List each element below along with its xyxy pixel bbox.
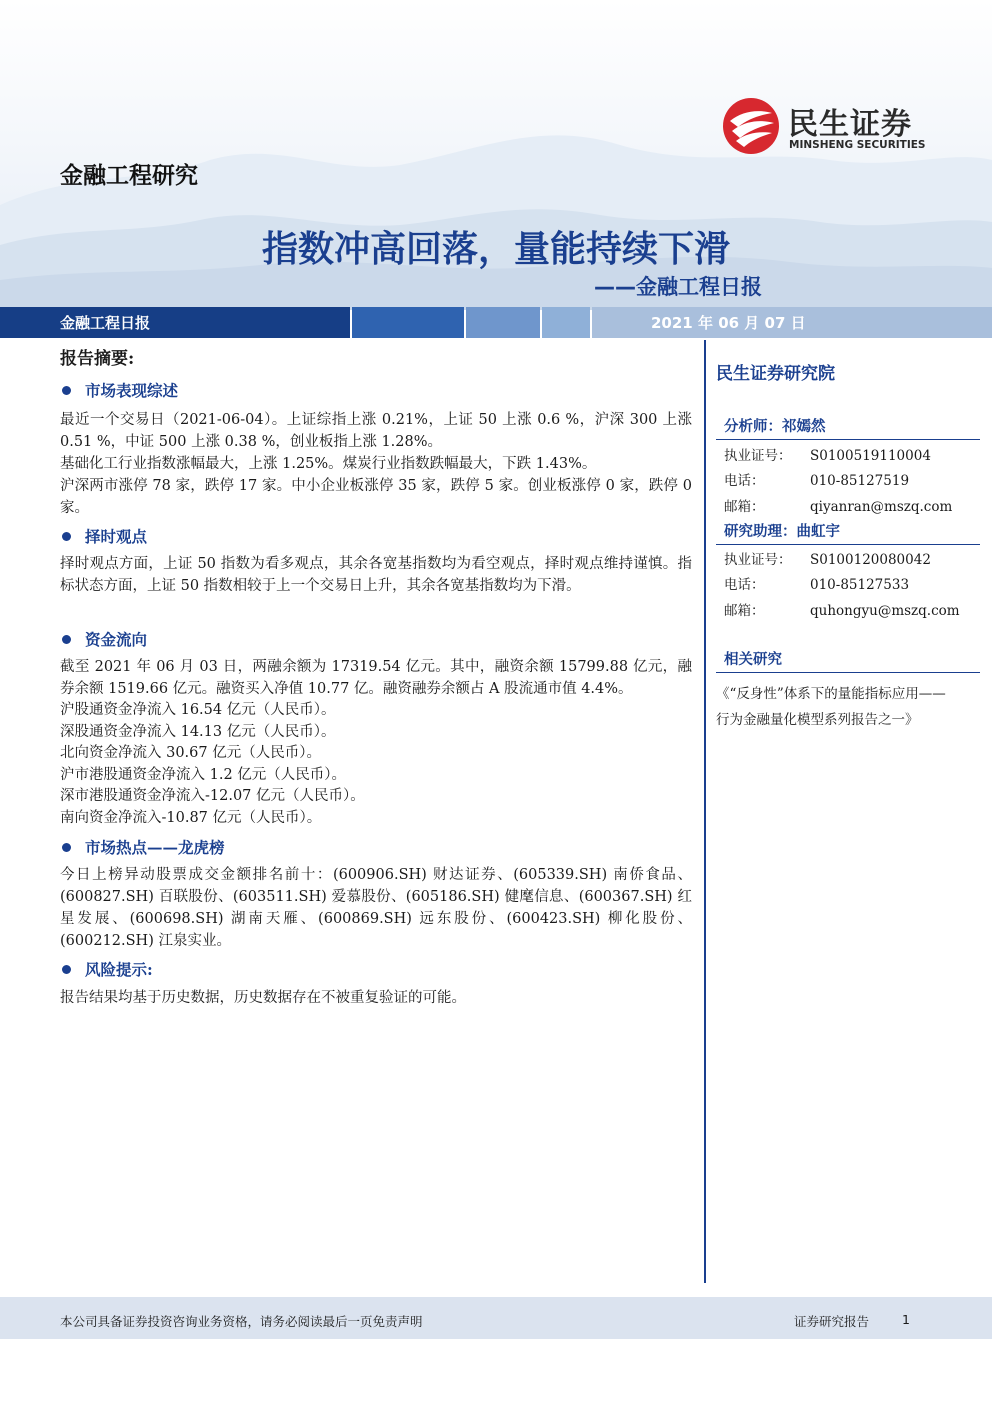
report-date: 2021 年 06 月 07 日 (651, 314, 806, 332)
bullet-icon (62, 635, 71, 644)
section-market (60, 379, 692, 519)
section-heading: 市场热点——龙虎榜 (85, 838, 225, 857)
section-heading: 资金流向 (85, 630, 148, 649)
assistant-row (724, 599, 960, 619)
brand-logo (722, 97, 952, 157)
summary-heading: 报告摘要: (60, 349, 135, 369)
bullet-icon (62, 386, 71, 395)
analyst-row (724, 444, 931, 464)
row-value: S0100519110004 (810, 448, 931, 464)
market-paragraph-1: 最近一个交易日（2021-06-04）。上证综指上涨 0.21%，上证 50 上涨 0.6 %，沪深 300 上涨 0.51 %，中证 500 上涨 0.38 %，创业板指上涨 1.28%。 (60, 412, 692, 450)
flow-paragraph: 截至 2021 年 06 月 03 日，两融余额为 17319.54 亿元。其中，融资余额 15799.88 亿元，融券余额 1519.66 亿元。融资买入净值 10.77 亿。融资融券余额占 A 股流通市值 4.4%。 (60, 659, 692, 697)
market-paragraph-3: 沪深两市涨停 78 家，跌停 17 家。中小企业板涨停 35 家，跌停 5 家。创业板涨停 0 家，跌停 0 家。 (60, 478, 692, 516)
section-heading: 风险提示: (85, 960, 153, 979)
assistant-row (724, 548, 931, 568)
row-value: 010-85127533 (810, 577, 910, 593)
flow-line: 沪市港股通资金净流入 1.2 亿元（人民币）。 (60, 766, 347, 783)
analyst-heading: 分析师：祁嫣然 (716, 415, 980, 440)
report-category: 金融工程研究 (60, 163, 198, 189)
row-key: 电话： (724, 473, 765, 489)
footer-disclaimer: 本公司具备证券投资咨询业务资格，请务必阅读最后一页免责声明 (60, 1314, 423, 1329)
row-key: 电话： (724, 577, 765, 593)
section-heading: 择时观点 (85, 527, 148, 546)
report-subtitle: ——金融工程日报 (594, 275, 762, 299)
assistant-heading: 研究助理：曲虹宇 (716, 520, 980, 545)
flow-line: 南向资金净流入-10.87 亿元（人民币）。 (60, 809, 322, 826)
row-key: 邮箱： (724, 499, 765, 515)
flow-line: 深市港股通资金净流入-12.07 亿元（人民币）。 (60, 788, 365, 804)
related-research-line-1[interactable]: 《“反身性”体系下的量能指标应用—— (716, 686, 946, 702)
related-research-line-2[interactable]: 行为金融量化模型系列报告之一》 (716, 712, 919, 728)
row-value: 010-85127519 (810, 473, 910, 489)
logo-english-name: MINSHENG SECURITIES (789, 139, 926, 151)
report-title: 指数冲高回落，量能持续下滑 (261, 229, 730, 270)
row-value: S0100120080042 (810, 552, 931, 568)
flow-line: 北向资金净流入 30.67 亿元（人民币）。 (60, 745, 321, 761)
institute-name: 民生证券研究院 (716, 364, 835, 384)
row-key: 邮箱： (724, 603, 765, 619)
bullet-icon (62, 843, 71, 852)
bullet-icon (62, 532, 71, 541)
page-number: 1 (902, 1312, 910, 1327)
bullet-icon (62, 965, 71, 974)
flow-line: 深股通资金净流入 14.13 亿元（人民币）。 (60, 723, 336, 740)
section-timing (60, 525, 692, 597)
section-heading: 市场表现综述 (85, 381, 179, 400)
row-key: 执业证号： (724, 448, 792, 464)
section-flow (60, 628, 692, 829)
timing-paragraph: 择时观点方面，上证 50 指数为看多观点，其余各宽基指数均为看空观点，择时观点维持谨慎。指标状态方面，上证 50 指数相较于上一个交易日上升，其余各宽基指数均为下滑。 (60, 556, 692, 594)
section-hot (60, 836, 692, 952)
market-paragraph-2: 基础化工行业指数涨幅最大，上涨 1.25%。煤炭行业指数跌幅最大，下跌 1.43%。 (60, 456, 597, 472)
related-research-heading: 相关研究 (716, 648, 980, 673)
section-risk (60, 958, 692, 1009)
row-value[interactable]: quhongyu@mszq.com (810, 603, 960, 619)
risk-paragraph: 报告结果均基于历史数据，历史数据存在不被重复验证的可能。 (60, 990, 466, 1006)
row-value[interactable]: qiyanran@mszq.com (810, 499, 953, 515)
logo-chinese-name: 民生证券 (788, 107, 912, 142)
flow-line: 沪股通资金净流入 16.54 亿元（人民币）。 (60, 702, 336, 718)
row-key: 执业证号： (724, 552, 792, 568)
column-divider (704, 340, 706, 1283)
analyst-row (724, 495, 952, 515)
analyst-row (724, 469, 909, 489)
band-report-type: 金融工程日报 (60, 314, 151, 332)
assistant-row (724, 573, 909, 593)
hot-paragraph: 今日上榜异动股票成交金额排名前十：(600906.SH) 财达证券、(605339.SH) 南侨食品、(600827.SH) 百联股份、(603511.SH) 爱慕股份、(605186.SH) 健麾信息、(600367.SH) 红星发展、(600698.SH) 湖南天雁、(600869.SH) 远东股份、(600423.SH) 柳化股份、(600212.SH) 江泉实业。 (60, 867, 692, 949)
minsheng-logo-icon (722, 97, 780, 155)
footer-label: 证券研究报告 (794, 1314, 870, 1329)
